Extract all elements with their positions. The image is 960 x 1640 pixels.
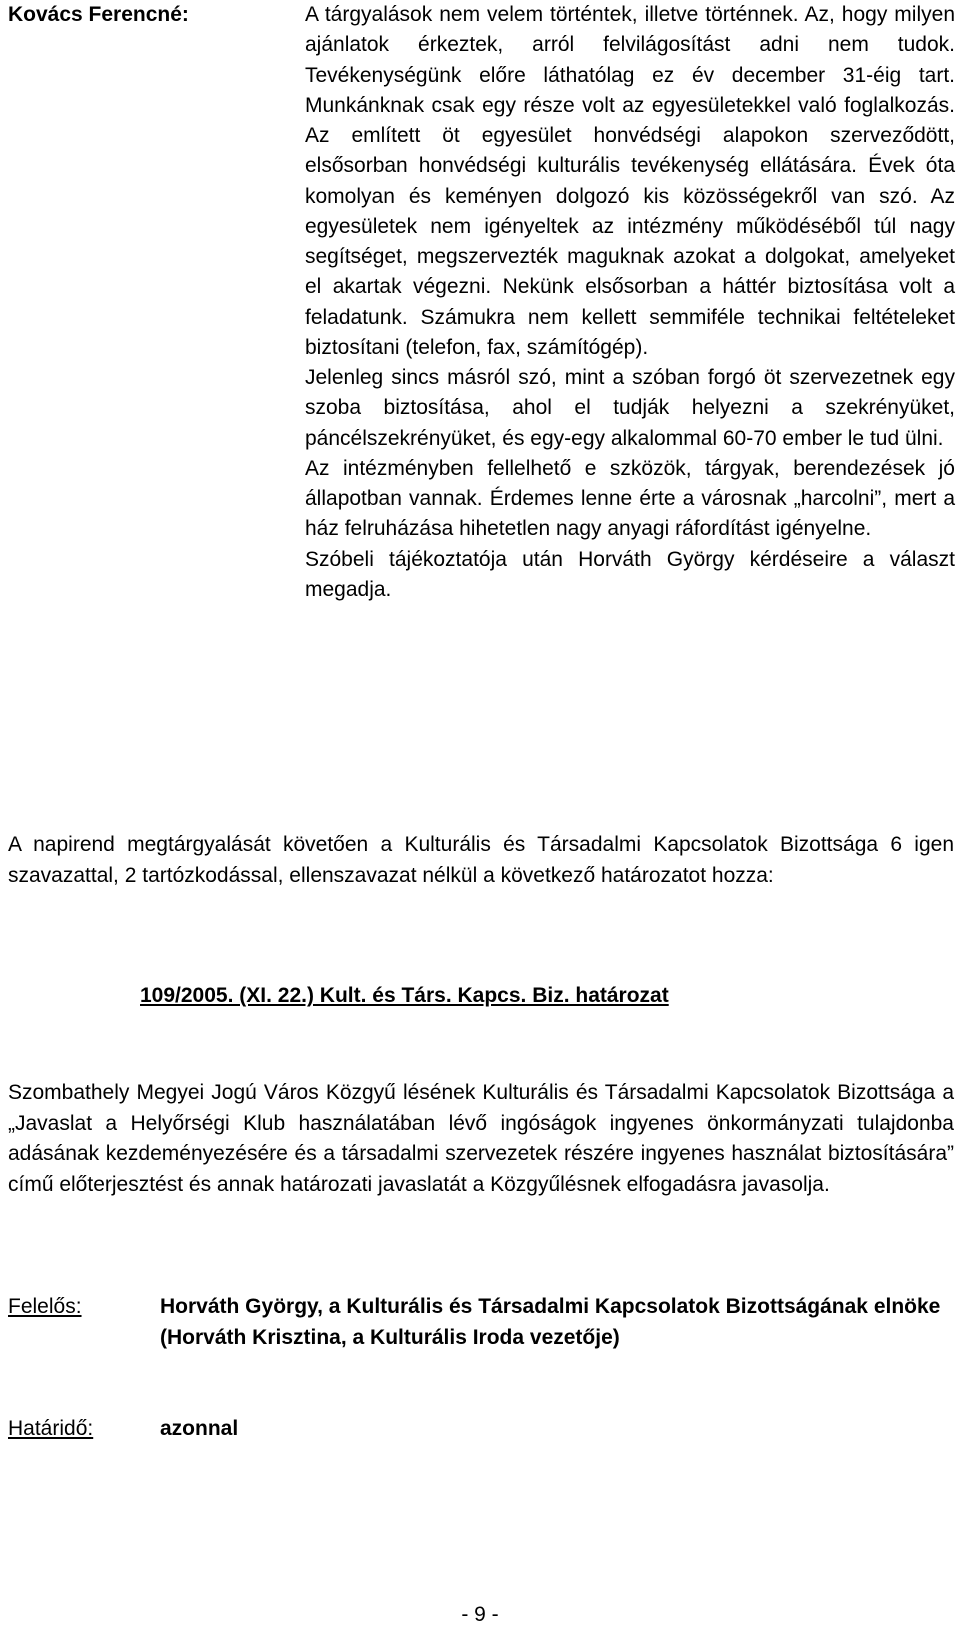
speaker-label: Kovács Ferencné: — [8, 3, 189, 26]
statement-paragraph-4: Szóbeli tájékoztatója után Horváth György kérdéseire a választ megadja. — [305, 547, 955, 601]
statement-paragraph-2: Jelenleg sincs másról szó, mint a szóban forgó öt szervezetnek egy szoba biztosítása, ahol el tudják helyezni a szekrényüket, páncélszekrényüket, és egy-egy alkalommal 60-70 ember le tud ülni. — [305, 366, 955, 450]
page-number: - 9 - — [461, 1603, 499, 1626]
statement-paragraph-3: Az intézményben fellelhető e szközök, tárgyak, berendezések jó állapotban vannak. Érdemes lenne érte a városnak „harcolni”, mert a ház felruházása hihetetlen nagy anyagi ráfordítást igényelne. — [305, 456, 955, 541]
resolution-body: Szombathely Megyei Jogú Város Közgyű lésének Kulturális és Társadalmi Kapcsolatok Bizottsága a „Javaslat a Helyőrségi Klub használatában lévő ingóságok ingyenes önkormányzati tulajdonba adásának kezdeményezésére és a társadalmi szervezetek részére ingyenes használat biztosítására” című előterjesztést és annak határozati javaslatát a Közgyűlésnek elfogadásra javasolja. — [8, 1081, 954, 1196]
speaker-statement — [305, 0, 955, 605]
responsible-person: Horváth György, a Kulturális és Társadalmi Kapcsolatok Bizottságának elnöke — [160, 1295, 941, 1318]
deadline-label: Határidő: — [8, 1417, 94, 1440]
responsible-label: Felelős: — [8, 1295, 82, 1318]
statement-paragraph-1: A tárgyalások nem velem történtek, illetve történnek. Az, hogy milyen ajánlatok érkeztek, arról felvilágosítást adni nem tudok. Tevékenységünk előre láthatólag ez év december 31-éig tart. Munkánknak csak egy része volt az egyesületekkel való foglalkozás. Az említett öt egyesület honvédségi alapokon szerveződött, elsősorban honvédségi kulturális tevékenység ellátására. Évek óta komolyan és keményen dolgozó kis közösségekről van szó. Az egyesületek nem igényeltek az intézmény működéséből túl nagy segítséget, megszervezték maguknak azokat a dolgokat, amelyeket el akartak végezni. Nekünk elsősorban a háttér biztosítása volt a feladatunk. Számukra nem kellett semmiféle technikai feltételeket biztosítani (telefon, fax, számítógép). — [305, 3, 955, 359]
responsible-deputy: (Horváth Krisztina, a Kulturális Iroda vezetője) — [160, 1325, 620, 1349]
deadline-value: azonnal — [160, 1417, 239, 1440]
responsible-value — [160, 1292, 954, 1353]
resolution-title: 109/2005. (XI. 22.) Kult. és Társ. Kapcs. Biz. határozat — [140, 984, 669, 1007]
agenda-intro-paragraph: A napirend megtárgyalását követően a Kulturális és Társadalmi Kapcsolatok Bizottsága 6 igen szavazattal, 2 tartózkodással, ellenszavazat nélkül a következő határozatot hozza: — [8, 833, 954, 887]
